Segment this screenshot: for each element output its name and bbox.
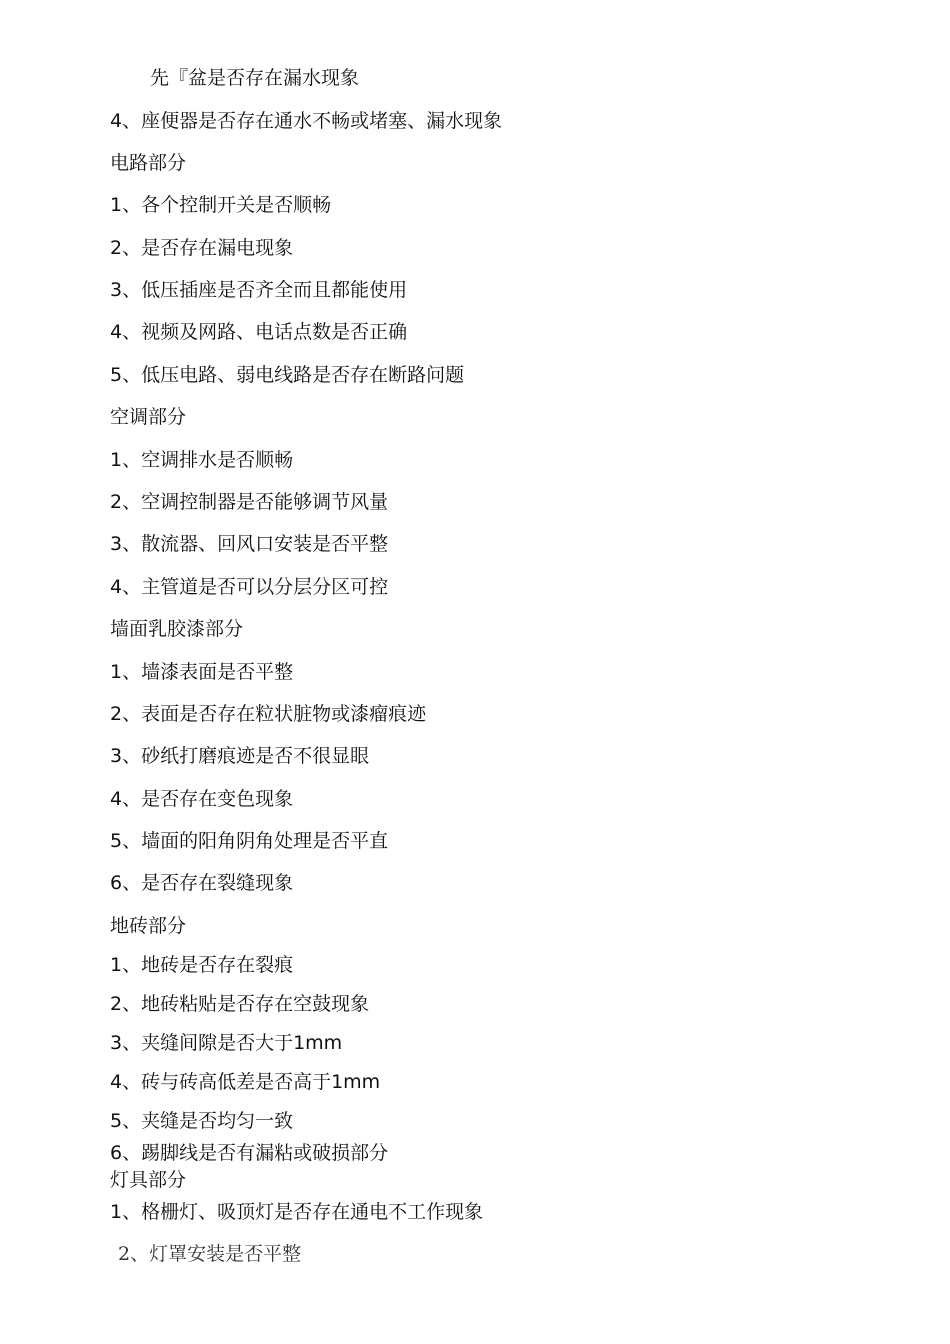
list-item: 4、主管道是否可以分层分区可控 [110, 576, 389, 598]
list-item: 2、表面是否存在粒状脏物或漆瘤痕迹 [110, 703, 427, 725]
section-heading: 空调部分 [110, 406, 187, 428]
section-heading: 电路部分 [110, 152, 187, 174]
list-item: 3、砂纸打磨痕迹是否不很显眼 [110, 745, 370, 767]
list-item: 4、是否存在变色现象 [110, 788, 294, 810]
list-item: 1、各个控制开关是否顺畅 [110, 194, 332, 216]
list-item: 5、低压电路、弱电线路是否存在断路问题 [110, 364, 465, 386]
list-item: 2、是否存在漏电现象 [110, 237, 294, 259]
list-item: 5、墙面的阳角阴角处理是否平直 [110, 830, 389, 852]
list-item: 3、散流器、回风口安装是否平整 [110, 533, 389, 555]
list-item: 1、地砖是否存在裂痕 [110, 954, 294, 976]
section-heading: 地砖部分 [110, 915, 187, 937]
list-item: 6、是否存在裂缝现象 [110, 872, 294, 894]
list-item: 2、空调控制器是否能够调节风量 [110, 491, 389, 513]
list-item: 4、座便器是否存在通水不畅或堵塞、漏水现象 [110, 110, 503, 132]
list-item: 4、视频及网路、电话点数是否正确 [110, 321, 408, 343]
list-item: 1、墙漆表面是否平整 [110, 661, 294, 683]
list-item: 3、低压插座是否齐全而且都能使用 [110, 279, 408, 301]
section-heading: 灯具部分 [110, 1169, 187, 1191]
list-item: 4、砖与砖高低差是否高于1mm [110, 1071, 381, 1093]
list-item: 1、空调排水是否顺畅 [110, 449, 294, 471]
list-item: 3、夹缝间隙是否大于1mm [110, 1032, 343, 1054]
list-item: 2、地砖粘贴是否存在空鼓现象 [110, 993, 370, 1015]
section-heading: 墙面乳胶漆部分 [110, 618, 244, 640]
list-item: 5、夹缝是否均匀一致 [110, 1110, 294, 1132]
list-item: 6、踢脚线是否有漏粘或破损部分 [110, 1142, 389, 1164]
list-item: 2、灯罩安装是否平整 [118, 1243, 302, 1265]
list-item: 1、格栅灯、吸顶灯是否存在通电不工作现象 [110, 1201, 484, 1223]
list-item: 先『盆是否存在漏水现象 [150, 67, 360, 89]
